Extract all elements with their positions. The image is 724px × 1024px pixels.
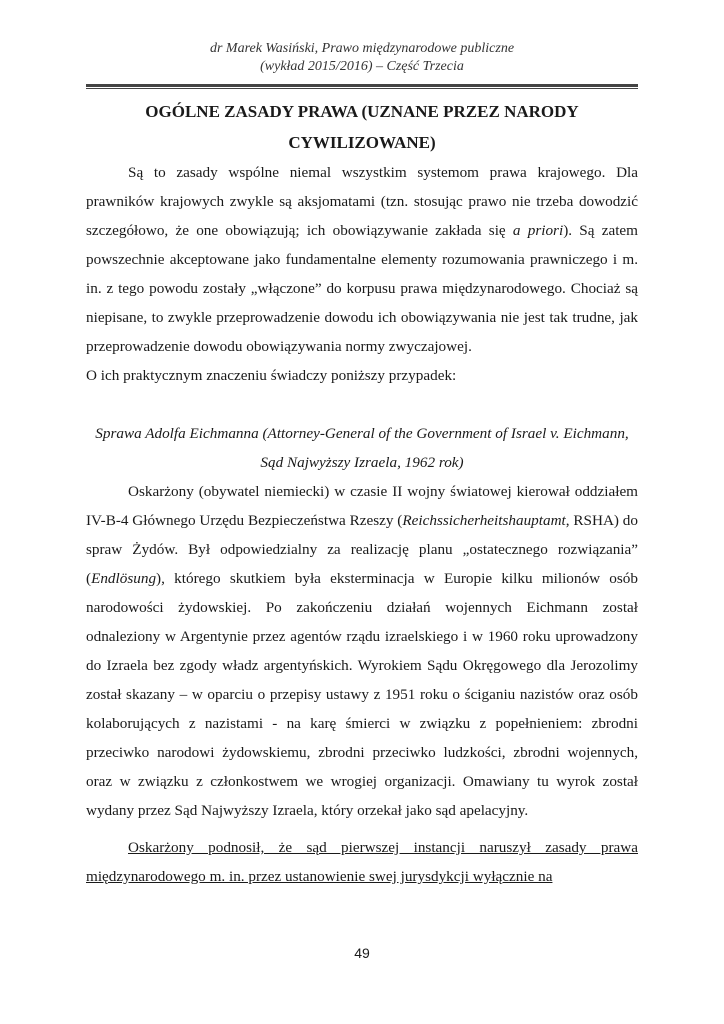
italic-term: Endlösung xyxy=(91,570,157,587)
case-title: Sprawa Adolfa Eichmanna (Attorney-General of the Government of Israel v. Eichmann, Sąd Najwyższy Izraela, 1962 rok) xyxy=(95,425,629,471)
paragraph-text: ), którego skutkiem była eksterminacja w Europie kilku milionów osób narodowości żydowskiej. Po zakończeniu działań wojennych Eichmann został odnaleziony w Argentynie przez agentów rządu izraelskiego i w 1960 roku uprowadzony do Izraela bez zgody władz argentyńskich. Wyrokiem Sądu Okręgowego dla Jerozolimy został skazany – w oparciu o przepisy ustawy z 1951 roku o ściganiu nazistów oraz osób kolaborujących z nazistami - na karę śmierci w związku z popełnieniem: zbrodni przeciwko narodowi żydowskiemu, zbrodni przeciwko ludzkości, zbrodni wojennych, oraz w związku z członkostwem we wrogiej organizacji. Omawiany tu wyrok został wydany przez Sąd Najwyższy Izraela, który orzekał jako sąd apelacyjny. xyxy=(86,570,638,819)
section-title: OGÓLNE ZASADY PRAWA (UZNANE PRZEZ NARODY CYWILIZOWANE) xyxy=(145,102,579,152)
header-rule xyxy=(86,84,638,87)
header-line-1: dr Marek Wasiński, Prawo międzynarodowe publiczne xyxy=(209,41,515,56)
italic-term: Reichssicherheitshauptamt xyxy=(402,512,566,529)
page-body xyxy=(86,96,638,891)
header-line-2: (wykład 2015/2016) – Część Trzecia xyxy=(260,59,464,74)
page-number: 49 xyxy=(354,945,370,961)
paragraph-text: Oskarżony (obywatel niemiecki) w czasie II wojny światowej kierował oddziałem IV-B-4 Głównego Urzędu Bezpieczeństwa Rzeszy ( xyxy=(86,483,638,529)
paragraph-text: Są to zasady wspólne niemal wszystkim systemom prawa krajowego. Dla prawników krajowych zwykle są aksjomatami (tzn. stosując prawo nie trzeba dowodzić szczegółowo, że one obowiązują; ich obowiązywanie zakłada się xyxy=(86,164,638,239)
paragraph-case-facts xyxy=(86,477,638,825)
paragraph-text: ). Są zatem powszechnie akceptowane jako fundamentalne elementy rozumowania prawniczego i m. in. z tego powodu zostały „włączone” do korpusu prawa międzynarodowego. Chociaż są niepisane, to zwykle przeprowadzenie dowodu ich obowiązywania nie jest tak trudne, jak przeprowadzenie dowodu obowiązywania normy zwyczajowej. xyxy=(86,222,638,355)
page-header xyxy=(86,40,638,76)
paragraph-defense-argument: Oskarżony podnosił, że sąd pierwszej instancji naruszył zasady prawa międzynarodowego m. in. przez ustanowienie swej jurysdykcji wyłącznie na xyxy=(86,839,638,885)
paragraph-text: , RSHA) do spraw Żydów. Był odpowiedzialny za realizację planu „ostatecznego rozwiązania” ( xyxy=(86,512,638,587)
italic-term: a priori xyxy=(512,222,564,239)
paragraph-principles xyxy=(86,158,638,361)
paragraph-intro-case: O ich praktycznym znaczeniu świadczy poniższy przypadek: xyxy=(86,367,457,384)
